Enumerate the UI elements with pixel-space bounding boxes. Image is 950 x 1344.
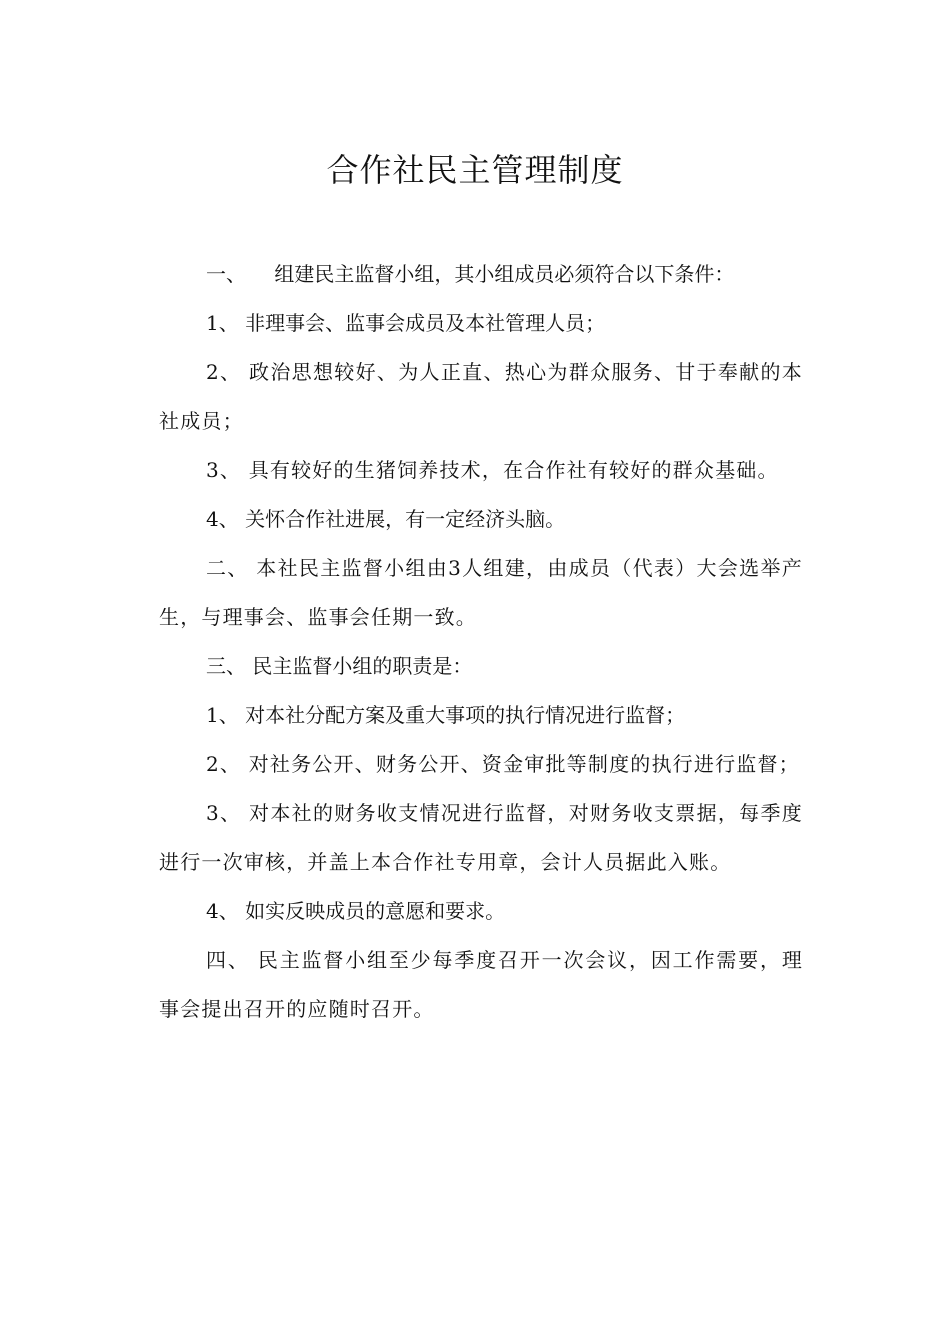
clause-marker: 4、	[206, 899, 239, 923]
clause-1-item-3	[159, 446, 803, 495]
clause-text: 组建民主监督小组，其小组成员必须符合以下条件：	[274, 262, 735, 286]
clause-1-item-4	[159, 495, 803, 544]
clause-1-item-2	[159, 348, 803, 446]
clause-marker: 二、	[206, 556, 249, 580]
clause-marker: 三、	[206, 654, 246, 678]
clause-marker: 1、	[206, 311, 239, 335]
clause-text: 民主监督小组至少每季度召开一次会议，因工作需要，理事会提出召开的应随时召开。	[159, 948, 804, 1021]
clause-text: 具有较好的生猪饲养技术，在合作社有较好的群众基础。	[248, 458, 779, 482]
clause-text: 民主监督小组的职责是：	[252, 654, 473, 678]
clause-text: 对社务公开、财务公开、资金审批等制度的执行进行监督；	[248, 752, 800, 776]
clause-marker: 1、	[206, 703, 239, 727]
clause-3	[159, 642, 803, 691]
clause-marker: 3、	[206, 458, 242, 482]
clause-text: 关怀合作社进展，有一定经济头脑。	[245, 507, 566, 531]
clause-marker: 2、	[206, 752, 242, 776]
clause-4	[159, 936, 803, 1034]
clause-1	[159, 250, 803, 299]
clause-text: 如实反映成员的意愿和要求。	[245, 899, 506, 923]
clause-marker: 一、	[206, 262, 246, 286]
clause-marker: 四、	[206, 948, 250, 972]
clause-text: 本社民主监督小组由3人组建，由成员（代表）大会选举产生，与理事会、监事会任期一致。	[159, 556, 803, 629]
clause-3-item-1	[159, 691, 803, 740]
clause-text: 非理事会、监事会成员及本社管理人员；	[245, 311, 606, 335]
document-title: 合作社民主管理制度	[326, 151, 624, 189]
clause-3-item-4	[159, 887, 803, 936]
clause-marker: 2、	[206, 360, 242, 384]
clause-3-item-3	[159, 789, 803, 887]
clause-text: 对本社分配方案及重大事项的执行情况进行监督；	[245, 703, 686, 727]
clause-text: 对本社的财务收支情况进行监督，对财务收支票据，每季度进行一次审核，并盖上本合作社专用章，会计人员据此入账。	[159, 801, 804, 874]
clause-marker: 4、	[206, 507, 239, 531]
clause-1-item-1	[159, 299, 803, 348]
document-body	[159, 250, 803, 1034]
clause-3-item-2	[159, 740, 803, 789]
clause-2	[159, 544, 803, 642]
clause-marker: 3、	[206, 801, 242, 825]
clause-text: 政治思想较好、为人正直、热心为群众服务、甘于奉献的本社成员；	[159, 360, 804, 433]
